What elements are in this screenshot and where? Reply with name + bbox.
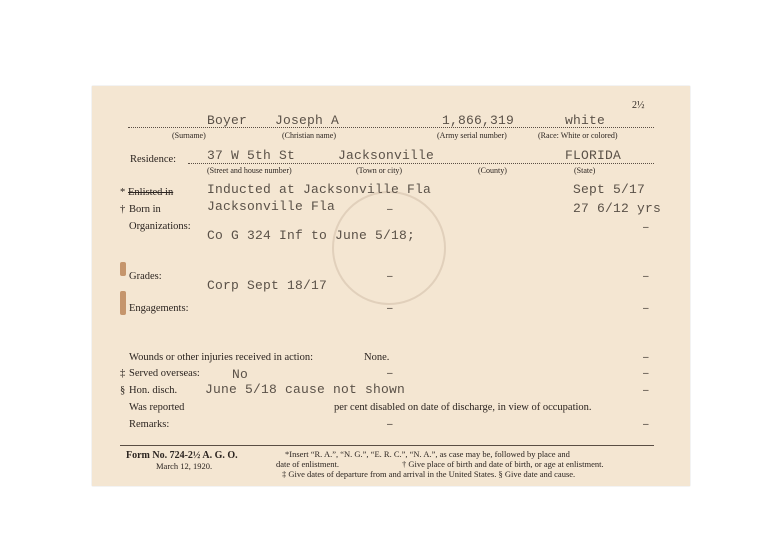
born-label: Born in: [129, 204, 161, 215]
enlisted-value: Inducted at Jacksonville Fla: [207, 182, 432, 197]
street-caption: (Street and house number): [207, 166, 292, 175]
hon-disch-mark: §: [120, 385, 126, 396]
form-number: Form No. 724-2½ A. G. O.: [126, 450, 238, 461]
organizations-label: Organizations:: [129, 221, 191, 232]
enlisted-label: Enlisted in: [128, 187, 174, 198]
engagements-dash-right: –: [643, 303, 649, 314]
remarks-dash-mid: –: [387, 419, 393, 430]
residence-line: [188, 163, 654, 164]
surname-caption: (Surname): [172, 131, 206, 140]
form-date: March 12, 1920.: [156, 461, 213, 471]
footnote-line-3: ‡ Give dates of departure from and arrival in the United States. § Give date and cause.: [282, 469, 576, 479]
born-mark: †: [120, 204, 126, 215]
footnote-line-2a: date of enlistment.: [276, 459, 340, 469]
name-line: [128, 127, 654, 128]
engagements-label: Engagements:: [129, 303, 189, 314]
county-caption: (County): [478, 166, 507, 175]
remarks-label: Remarks:: [129, 419, 170, 430]
residence-state-value: FLORIDA: [565, 148, 622, 163]
grades-value: Corp Sept 18/17: [207, 278, 328, 293]
hon-disch-value: June 5/18 cause not shown: [205, 382, 406, 397]
organizations-dash: –: [643, 222, 649, 233]
served-overseas-dash-mid: –: [387, 368, 393, 379]
age-value: 27 6/12 yrs: [573, 201, 662, 216]
was-reported-text: per cent disabled on date of discharge, in view of occupation.: [334, 402, 592, 413]
served-overseas-dash-right: –: [643, 368, 649, 379]
served-overseas-mark: ‡: [120, 368, 126, 379]
enlisted-mark: *: [120, 187, 126, 198]
grades-label: Grades:: [129, 271, 162, 282]
wounds-value: None.: [364, 352, 390, 363]
residence-town-value: Jacksonville: [338, 148, 435, 163]
organizations-value: Co G 324 Inf to June 5/18;: [207, 228, 416, 243]
hon-disch-label: Hon. disch.: [129, 385, 178, 396]
wounds-dash: –: [643, 352, 649, 363]
footer-rule: [120, 445, 654, 446]
residence-label: Residence:: [130, 154, 177, 165]
christian-name-value: Joseph A: [275, 113, 340, 128]
born-value: Jacksonville Fla: [207, 199, 336, 214]
army-serial-value: 1,866,319: [442, 113, 515, 128]
served-overseas-value: No: [232, 367, 249, 382]
state-caption: (State): [574, 166, 596, 175]
staple-mark-top: [120, 262, 126, 276]
engagements-dash-mid: –: [387, 303, 393, 314]
enlisted-date: Sept 5/17: [573, 182, 646, 197]
army-serial-caption: (Army serial number): [437, 131, 507, 140]
corner-number: 2½: [632, 100, 645, 111]
residence-street-value: 37 W 5th St: [207, 148, 296, 163]
footnote-line-2b: † Give place of birth and date of birth, or age at enlistment.: [402, 459, 604, 469]
footnote-line-1: *Insert “R. A.”, “N. G.”, “E. R. C.”, “N. A.”, as case may be, followed by place and: [285, 449, 570, 459]
race-value: white: [565, 113, 606, 128]
service-record-card: [92, 86, 690, 486]
grades-dash-mid: –: [387, 271, 393, 282]
was-reported-label: Was reported: [129, 402, 185, 413]
staple-mark-bottom: [120, 291, 126, 315]
christian-name-caption: (Christian name): [282, 131, 336, 140]
born-dash: –: [387, 204, 393, 215]
surname-value: Boyer: [207, 113, 248, 128]
grades-dash-right: –: [643, 271, 649, 282]
town-caption: (Town or city): [356, 166, 403, 175]
hon-disch-dash: –: [643, 385, 649, 396]
race-caption: (Race: White or colored): [538, 131, 618, 140]
remarks-dash-right: –: [643, 419, 649, 430]
wounds-label: Wounds or other injuries received in action:: [129, 352, 314, 363]
served-overseas-label: Served overseas:: [129, 368, 200, 379]
